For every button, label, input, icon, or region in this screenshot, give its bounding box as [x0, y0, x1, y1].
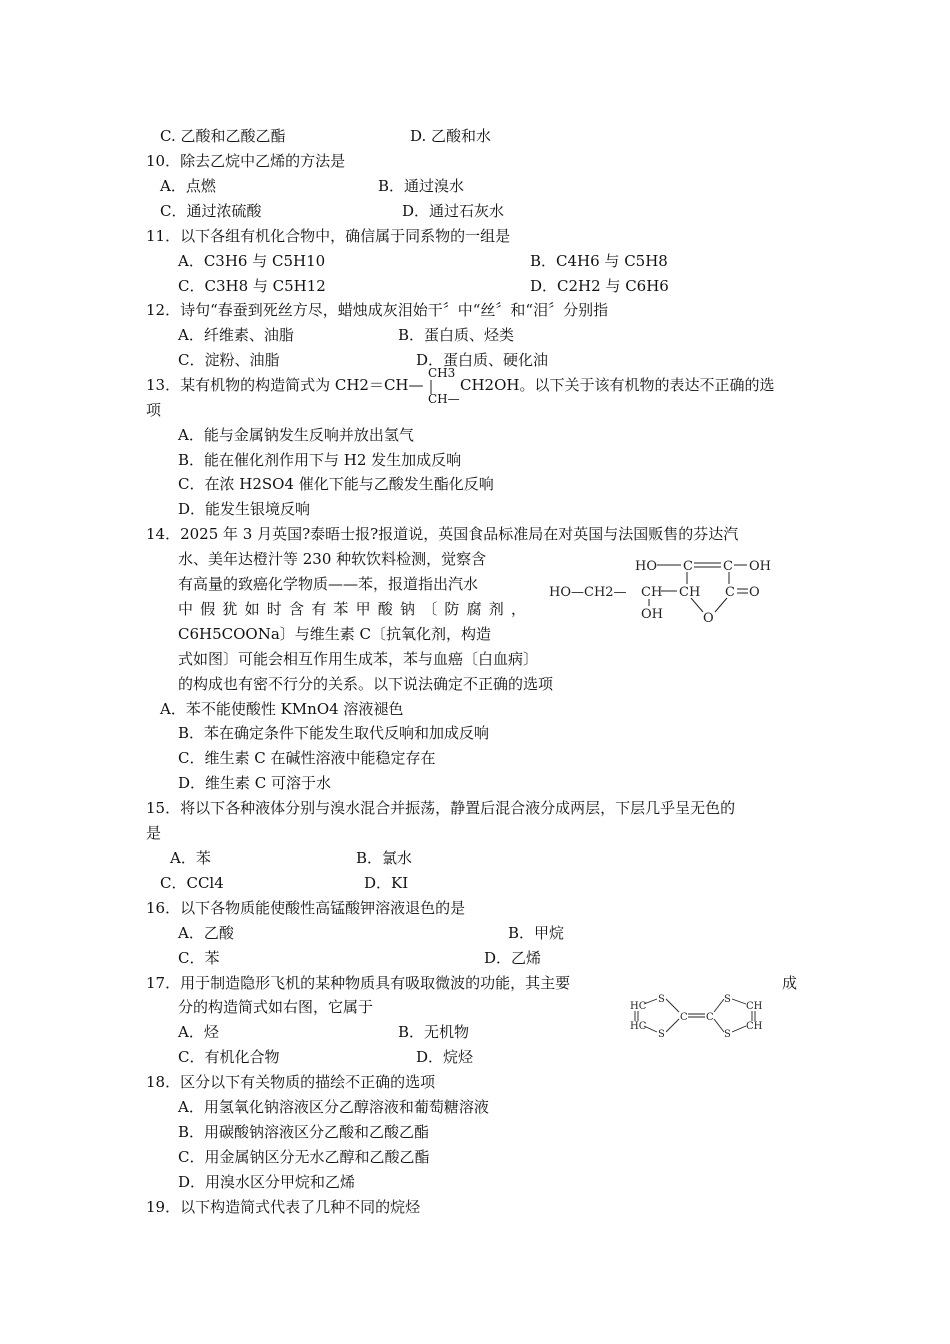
q14-option-b: B．苯在确定条件下能发生取代反响和加成反响 [178, 724, 490, 742]
vc-o-ring: O [703, 611, 714, 626]
q13-stem-post: CH2OH。以下关于该有机物的表达不正确的选 [460, 376, 775, 394]
q14-stem-line-3: 有高量的致癌化学物质——苯，报道指出汽水 [178, 575, 479, 593]
q13-option-c: C．在浓 H2SO4 催化下能与乙酸发生酯化反响 [178, 475, 494, 493]
q14-stem-line-1: 14．2025 年 3 月英国?泰晤士报?报道说，英国食品标准局在对英国与法国贩售的芬达汽 [146, 525, 739, 543]
q13-option-b: B．能在催化剂作用下与 H2 发生加成反响 [178, 451, 462, 469]
ttf-c-right: C [706, 1012, 714, 1023]
vc-ch-mid: CH [641, 585, 663, 600]
q17-stem-line-2: 分的构造简式如右图，它属于 [178, 998, 374, 1016]
q18-stem: 18．区分以下有关物质的描绘不正确的选项 [146, 1073, 436, 1091]
q17-stem-line-1: 17．用于制造隐形飞机的某种物质具有吸取微波的功能，其主要 [146, 974, 571, 992]
q14-option-a: A．苯不能使酸性 KMnO4 溶液褪色 [160, 700, 404, 718]
q10-option-a: A．点燃 [160, 177, 216, 195]
vc-c1: C [683, 559, 693, 574]
q14-stem-line-7: 的构成也有密不行分的关系。以下说法确定不正确的选项 [178, 675, 554, 693]
q18-option-c: C．用金属钠区分无水乙醇和乙酸乙酯 [178, 1148, 430, 1166]
q15-stem-line-1: 15．将以下各种液体分别与溴水混合并振荡，静置后混合液分成两层，下层几乎呈无色的 [146, 799, 736, 817]
q18-option-a: A．用氢氧化钠溶液区分乙醇溶液和葡萄糖溶液 [178, 1098, 489, 1116]
q13-branch-bottom: CH— [428, 392, 460, 406]
q14-stem-line-2: 水、美年达橙汁等 230 种软饮料检测，觉察含 [178, 550, 487, 568]
vc-c-carbonyl: C [725, 585, 735, 600]
q11-option-a: A．C3H6 与 C5H10 [178, 252, 326, 270]
vc-oh-bottom: OH [641, 607, 663, 622]
vc-c2: C [723, 559, 733, 574]
q14-option-d: D．维生素 C 可溶于水 [178, 774, 332, 792]
ttf-c-left: C [680, 1012, 688, 1023]
vitamin-c-structure-figure [545, 552, 785, 630]
q15-option-a: A．苯 [170, 849, 211, 867]
vc-ho-top: HO [635, 559, 657, 574]
q11-stem: 11．以下各组有机化合物中，确信属于同系物的一组是 [146, 227, 511, 245]
ttf-ch-bottom: CH [746, 1021, 763, 1032]
q10-option-b: B．通过溴水 [378, 177, 465, 195]
q11-option-d: D．C2H2 与 C6H6 [530, 277, 669, 295]
ttf-ch-top: CH [746, 1001, 763, 1012]
ttf-s-left-bottom: S [658, 1029, 665, 1040]
q16-option-c: C．苯 [178, 949, 220, 967]
q12-option-c: C．淀粉、油脂 [178, 351, 280, 369]
q12-option-a: A．纤维素、油脂 [178, 326, 294, 344]
q13-option-a: A．能与金属钠发生反响并放出氢气 [178, 426, 414, 444]
q13-branch-bond [424, 378, 436, 396]
ttf-s-right-top: S [724, 994, 731, 1005]
q10-stem: 10．除去乙烷中乙烯的方法是 [146, 152, 346, 170]
q17-option-c: C．有机化合物 [178, 1048, 280, 1066]
q16-option-a: A．乙酸 [178, 924, 234, 942]
q17-option-d: D．烷烃 [416, 1048, 474, 1066]
q18-option-b: B．用碳酸钠溶液区分乙酸和乙酸乙酯 [178, 1123, 430, 1141]
q17-option-b: B．无机物 [398, 1023, 470, 1041]
ttf-s-right-bottom: S [724, 1029, 731, 1040]
q16-option-b: B．甲烷 [508, 924, 565, 942]
q12-stem: 12．诗句“春蚕到死丝方尽，蜡烛成灰泪始干〞中“丝〞和“泪〞分别指 [146, 301, 609, 319]
q19-stem: 19．以下构造简式代表了几种不同的烷烃 [146, 1198, 421, 1216]
q16-option-d: D．乙烯 [484, 949, 542, 967]
q9-option-c: C. 乙酸和乙酸乙酯 [160, 127, 286, 145]
q17-stem-line-1-end: 成 [782, 974, 798, 992]
vc-oh-right: OH [749, 559, 771, 574]
q10-option-c: C．通过浓硫酸 [160, 202, 262, 220]
q10-option-d: D．通过石灰水 [402, 202, 505, 220]
q14-stem-line-6: 式如图〕可能会相互作用生成苯，苯与血癌〔白血病〕 [178, 650, 539, 668]
q15-option-d: D．KI [364, 874, 409, 892]
q13-stem-wrap: 项 [146, 401, 162, 419]
q15-option-c: C．CCl4 [160, 874, 224, 892]
vc-ho-ch2: HO—CH2— [549, 585, 627, 600]
q11-option-c: C．C3H8 与 C5H12 [178, 277, 326, 295]
ttf-hc-top: HC [630, 1001, 647, 1012]
vc-o-keto: O [749, 585, 760, 600]
ttf-s-left-top: S [658, 994, 665, 1005]
q15-stem-line-2: 是 [146, 824, 162, 842]
q13-branch-top: CH3 [428, 366, 456, 380]
tetrathiafulvalene-structure-figure [628, 992, 770, 1042]
q13-option-d: D．能发生银境反响 [178, 500, 311, 518]
q11-option-b: B．C4H6 与 C5H8 [530, 252, 668, 270]
q16-stem: 16．以下各物质能使酸性高锰酸钾溶液退色的是 [146, 899, 466, 917]
q17-option-a: A．烃 [178, 1023, 219, 1041]
q12-option-d: D．蛋白质、硬化油 [416, 351, 549, 369]
q14-stem-line-4: 中假犹如时含有苯甲酸钠〔防腐剂， [178, 600, 526, 618]
q12-option-b: B．蛋白质、烃类 [398, 326, 515, 344]
q14-stem-line-5: C6H5COONa〕与维生素 C〔抗氧化剂，构造 [178, 625, 492, 643]
q15-option-b: B．氯水 [356, 849, 413, 867]
vc-ch-ring: CH [679, 585, 701, 600]
q14-option-c: C．维生素 C 在碱性溶液中能稳定存在 [178, 749, 436, 767]
ttf-hc-bottom: HC [630, 1021, 647, 1032]
q18-option-d: D．用溴水区分甲烷和乙烯 [178, 1173, 356, 1191]
q9-option-d: D. 乙酸和水 [410, 127, 492, 145]
q13-stem-pre: 13．某有机物的构造简式为 CH2＝CH— [146, 376, 424, 394]
